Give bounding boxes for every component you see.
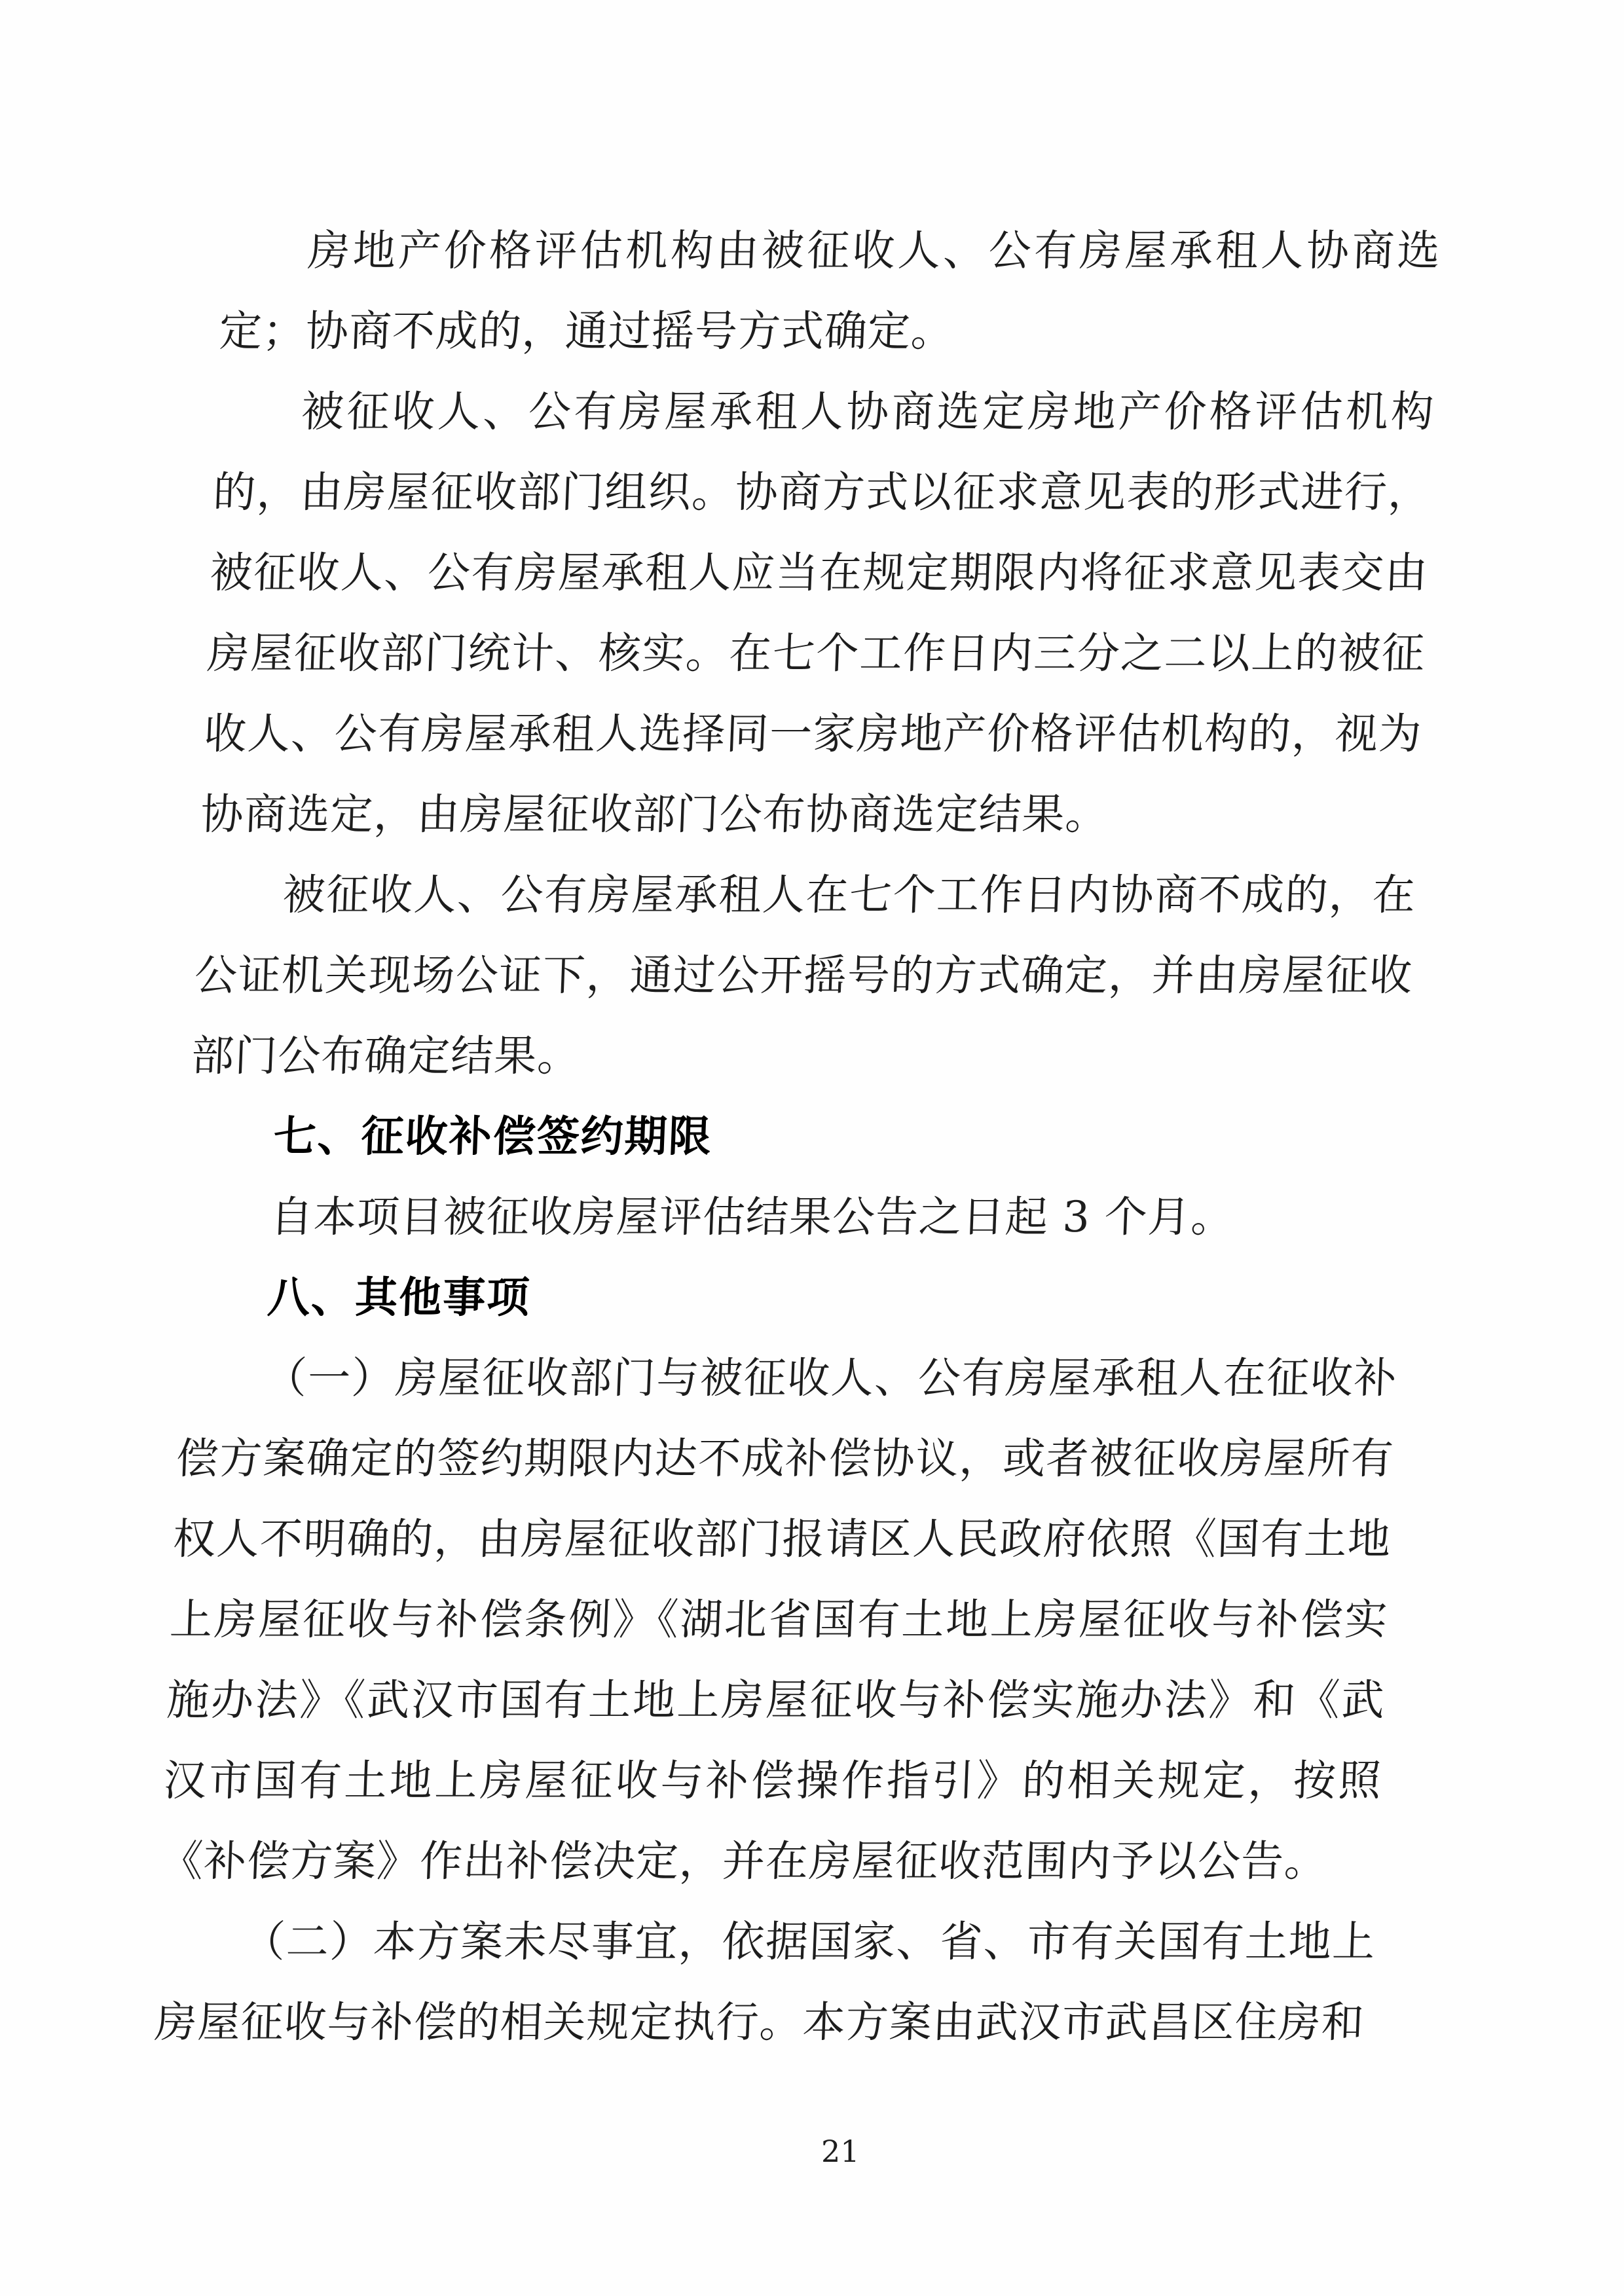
paragraph-lottery-procedure: 被征收人、公有房屋承租人在七个工作日内协商不成的，在公证机关现场公证下，通过公开摇号的方式确定，并由房屋征收部门公布确定结果。	[190, 871, 1417, 1081]
paragraph-consultation-procedure: 被征收人、公有房屋承租人协商选定房地产价格评估机构的，由房屋征收部门组织。协商方式以征求意见表的形式进行，被征收人、公有房屋承租人应当在规定期限内将征求意见表交由房屋征收部门统计、核实。在七个工作日内三分之二以上的被征收人、公有房屋承租人选择同一家房地产价格评估机构的，视为协商选定，由房屋征收部门公布协商选定结果。	[200, 388, 1435, 839]
heading-section-8-other-matters: 八、其他事项	[266, 1273, 532, 1322]
document-content	[153, 211, 1442, 2063]
heading-section-7-signing-period: 七、征收补偿签约期限	[272, 1112, 714, 1161]
page-number: 21	[821, 2134, 860, 2169]
paragraph-other-matters-item-1: （一）房屋征收部门与被征收人、公有房屋承租人在征收补偿方案确定的签约期限内达不成补偿协议，或者被征收房屋所有权人不明确的，由房屋征收部门报请区人民政府依照《国有土地上房屋征收与补偿条例》《湖北省国有土地上房屋征收与补偿实施办法》《武汉市国有土地上房屋征收与补偿实施办法》和《武汉市国有土地上房屋征收与补偿操作指引》的相关规定，按照《补偿方案》作出补偿决定，并在房屋征收范围内予以公告。	[159, 1354, 1398, 1886]
paragraph-other-matters-item-2: （二）本方案未尽事宜，依据国家、省、市有关国有土地上房屋征收与补偿的相关规定执行。本方案由武汉市武昌区住房和	[153, 1918, 1376, 2047]
paragraph-evaluation-agency-selection: 房地产价格评估机构由被征收人、公有房屋承租人协商选定；协商不成的，通过摇号方式确定。	[218, 227, 1442, 356]
paragraph-signing-period-duration: 自本项目被征收房屋评估结果公告之日起 3 个月。	[269, 1193, 1236, 1242]
